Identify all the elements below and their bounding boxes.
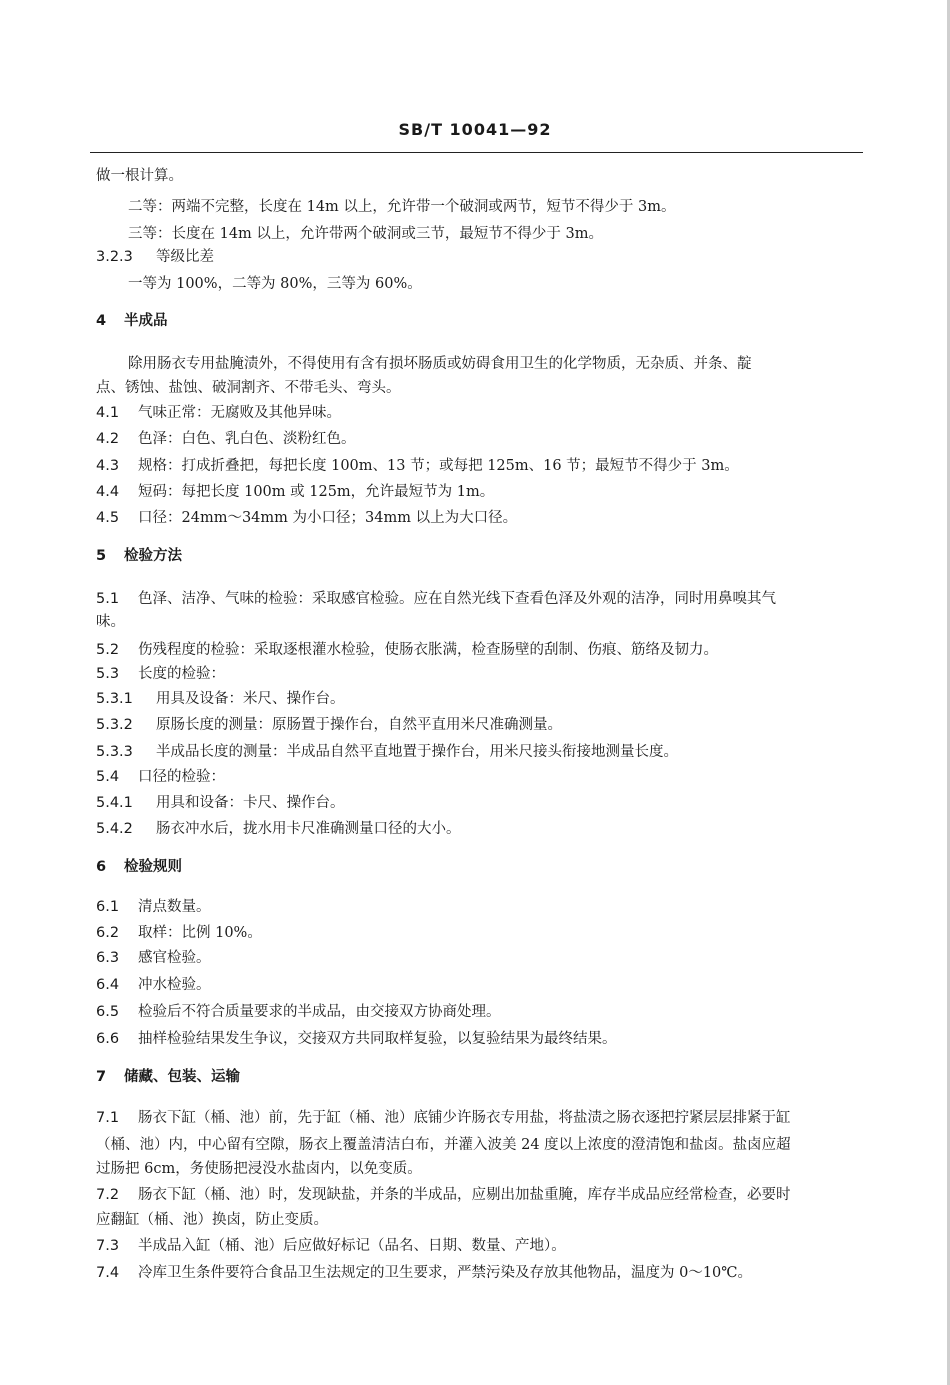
section-4-paragraph-line-2: 点、锈蚀、盐蚀、破洞割齐、不带毛头、弯头。 [96,380,401,396]
clause-5-1-continued: 味。 [96,614,125,630]
grade-2-text: 二等：两端不完整，长度在 14m 以上，允许带一个破洞或两节，短节不得少于 3m。 [128,199,676,215]
clause-number: 3.2.3 [96,249,133,265]
clause-5-3-2: 5.3.2 原肠长度的测量：原肠置于操作台，自然平直用米尺准确测量。 [96,717,562,733]
clause-7-1: 7.1 肠衣下缸（桶、池）前，先于缸（桶、池）底铺少许肠衣专用盐，将盐渍之肠衣逐把拧紧层层排紧于缸 [96,1110,791,1126]
clause-7-4: 7.4 冷库卫生条件要符合食品卫生法规定的卫生要求，严禁污染及存放其他物品，温度为 0～10℃。 [96,1265,753,1281]
section-5-heading [96,546,182,566]
clause-6-3: 6.3 感官检验。 [96,950,211,966]
clause-4-3: 4.3 规格：打成折叠把，每把长度 100m、13 节；或每把 125m、16 节；最短节不得少于 3m。 [96,458,739,474]
clause-7-1-line-2: （桶、池）内，中心留有空隙，肠衣上覆盖清洁白布，并灌入波美 24 度以上浓度的澄清饱和盐卤。盐卤应超 [96,1137,791,1153]
clause-6-6: 6.6 抽样检验结果发生争议，交接双方共同取样复验，以复验结果为最终结果。 [96,1031,617,1047]
clause-6-4: 6.4 冲水检验。 [96,977,211,993]
clause-5-4: 5.4 口径的检验： [96,769,225,785]
clause-7-2: 7.2 肠衣下缸（桶、池）时，发现缺盐，并条的半成品，应剔出加盐重腌，库存半成品应经常检查，必要时 [96,1187,791,1203]
grade-3-text: 三等：长度在 14m 以上，允许带两个破洞或三节，最短节不得少于 3m。 [128,226,603,242]
section-4-heading [96,311,168,331]
clause-5-3: 5.3 长度的检验： [96,666,225,682]
clause-4-5: 4.5 口径：24mm～34mm 为小口径；34mm 以上为大口径。 [96,510,518,526]
clause-5-3-3: 5.3.3 半成品长度的测量：半成品自然平直地置于操作台，用米尺接头衔接地测量长度。 [96,744,678,760]
grade-ratio-text: 一等为 100%，二等为 80%，三等为 60%。 [128,276,422,292]
section-number: 6 [96,859,107,875]
section-title: 储藏、包装、运输 [124,1069,240,1085]
clause-title: 等级比差 [156,249,214,265]
clause-4-2: 4.2 色泽：白色、乳白色、淡粉红色。 [96,431,356,447]
clause-7-3: 7.3 半成品入缸（桶、池）后应做好标记（品名、日期、数量、产地）。 [96,1238,566,1254]
section-number: 7 [96,1069,107,1085]
section-4-paragraph-line-1: 除用肠衣专用盐腌渍外，不得使用有含有损坏肠质或妨碍食用卫生的化学物质，无杂质、并条、靛 [128,356,752,372]
section-title: 半成品 [124,313,168,329]
standard-code-header: SB/T 10041—92 [398,120,552,139]
clause-5-3-1: 5.3.1 用具及设备：米尺、操作台。 [96,691,345,707]
section-number: 5 [96,548,107,564]
clause-5-2: 5.2 伤残程度的检验：采取逐根灌水检验，使肠衣胀满，检查肠壁的刮制、伤痕、筋络及韧力。 [96,642,718,658]
section-title: 检验规则 [124,859,182,875]
clause-6-5: 6.5 检验后不符合质量要求的半成品，由交接双方协商处理。 [96,1004,501,1020]
clause-4-4: 4.4 短码：每把长度 100m 或 125m，允许最短节为 1m。 [96,484,495,500]
clause-5-4-2: 5.4.2 肠衣冲水后，拢水用卡尺准确测量口径的大小。 [96,821,461,837]
intro-line: 做一根计算。 [96,168,183,184]
clause-5-1: 5.1 色泽、洁净、气味的检验：采取感官检验。应在自然光线下查看色泽及外观的洁净，同时用鼻嗅其气 [96,591,776,607]
section-7-heading [96,1067,240,1087]
clause-6-1: 6.1 清点数量。 [96,899,211,915]
clause-6-2: 6.2 取样：比例 10%。 [96,925,262,941]
section-number: 4 [96,313,107,329]
section-6-heading [96,857,182,877]
header-rule [90,152,863,153]
section-title: 检验方法 [124,548,182,564]
clause-4-1: 4.1 气味正常：无腐败及其他异味。 [96,405,341,421]
clause-5-4-1: 5.4.1 用具和设备：卡尺、操作台。 [96,795,345,811]
clause-7-1-line-3: 过肠把 6cm，务使肠把浸没水盐卤内，以免变质。 [96,1161,422,1177]
clause-3-2-3 [96,247,214,267]
clause-7-2-line-2: 应翻缸（桶、池）换卤，防止变质。 [96,1212,328,1228]
